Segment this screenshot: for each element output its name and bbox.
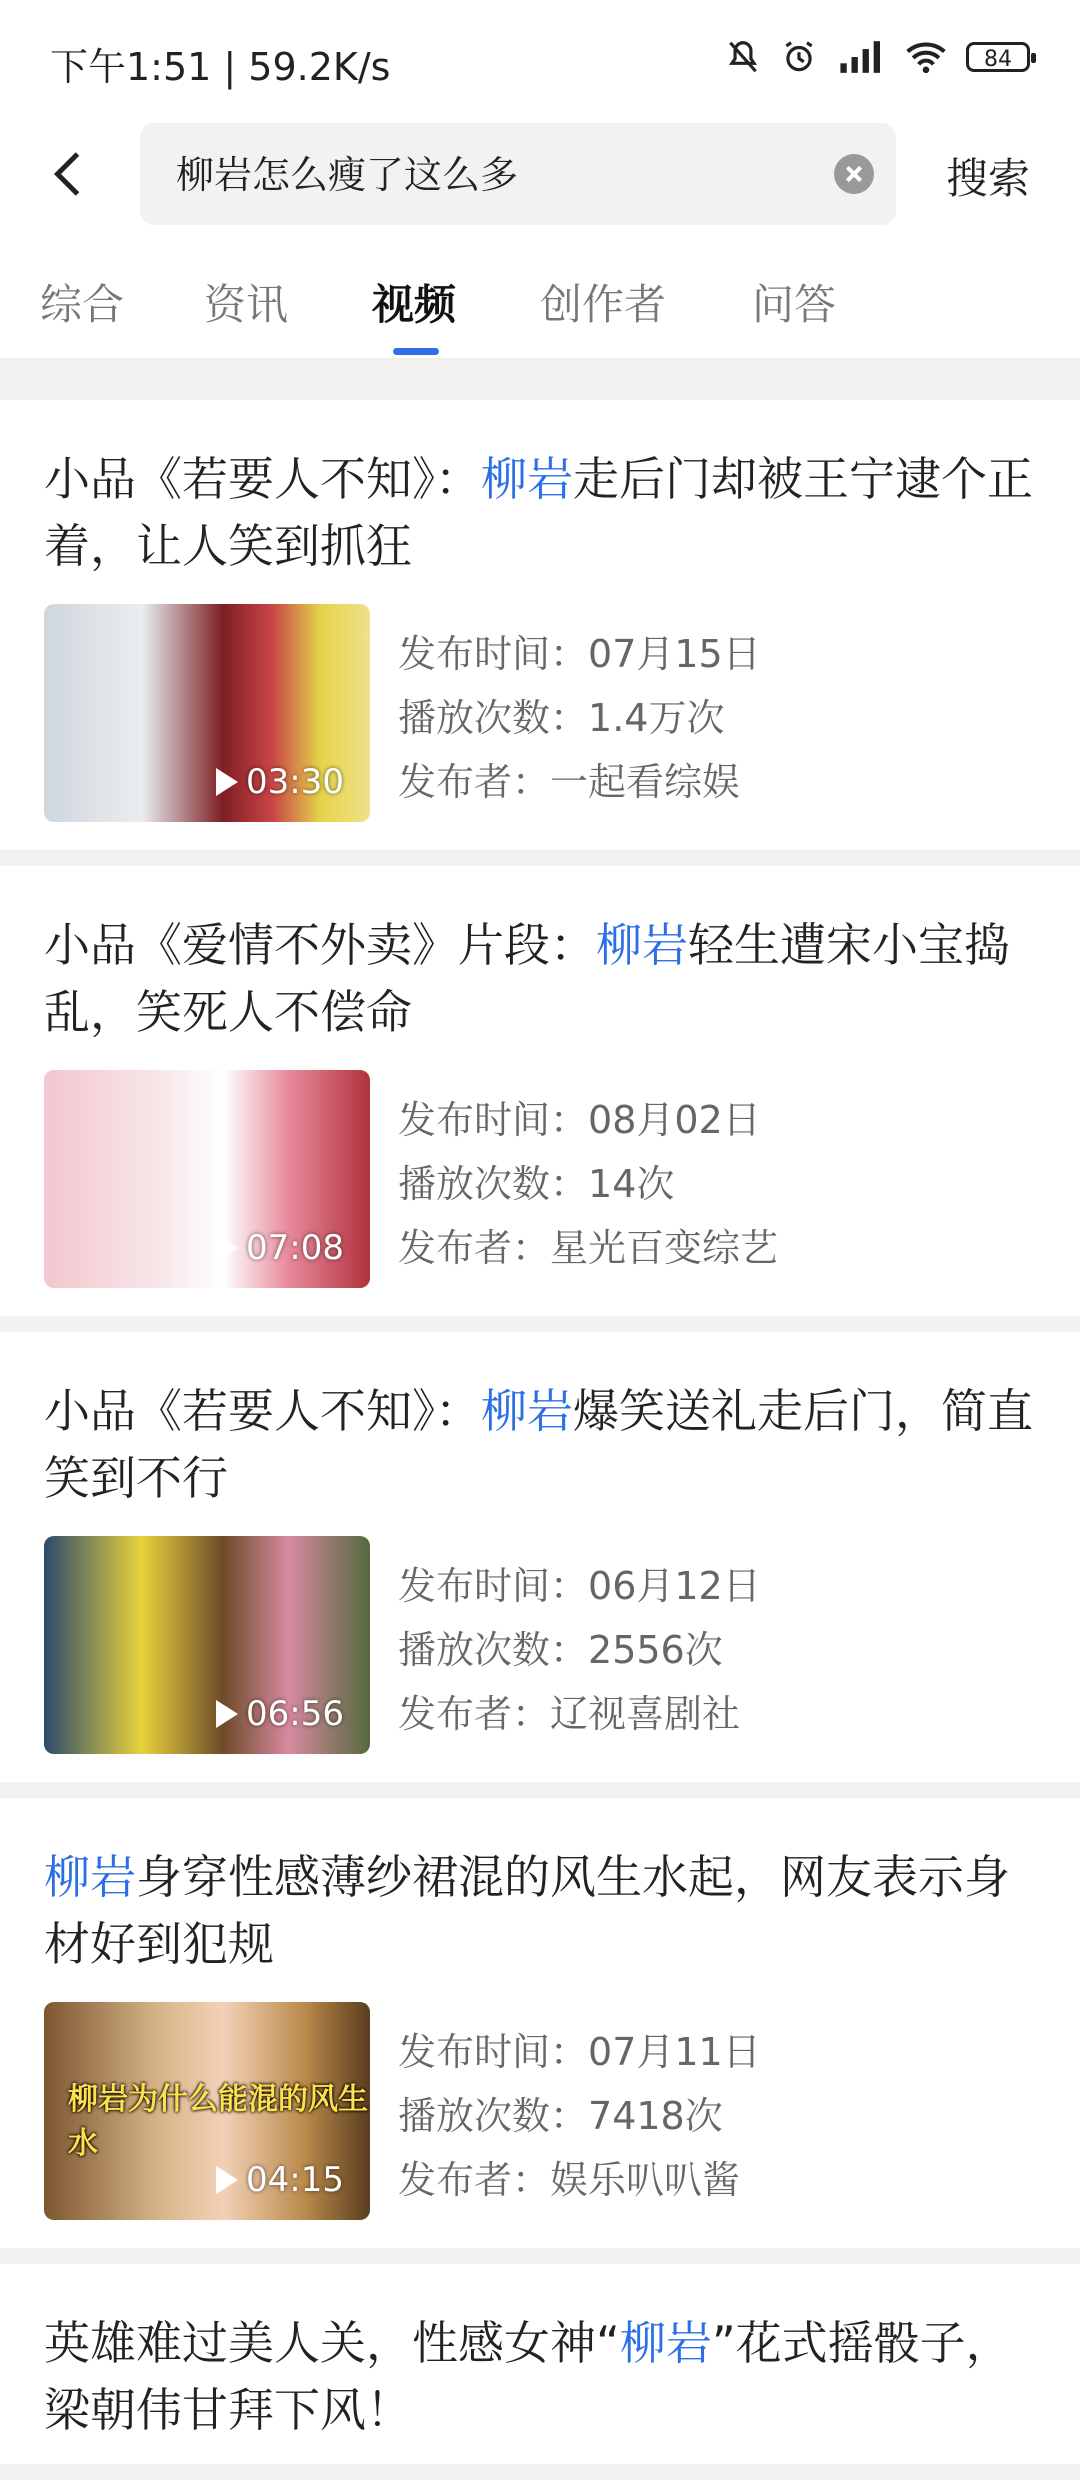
play-icon: [216, 768, 238, 796]
video-result-card[interactable]: [0, 2264, 1080, 2464]
keyword-highlight: 柳岩: [44, 1850, 136, 1904]
video-duration: 07:08: [216, 1228, 344, 1268]
video-duration: 04:15: [216, 2160, 344, 2200]
publish-time-row: 发布时间：06月12日: [398, 1564, 761, 1608]
video-meta: [398, 1536, 761, 1754]
bell-muted-icon: [724, 38, 762, 76]
wifi-icon: [904, 38, 948, 76]
keyword-highlight: 柳岩: [481, 452, 573, 506]
status-time: 下午1:51 | 59.2K/s: [50, 45, 391, 89]
search-header: [0, 120, 1080, 230]
video-title[interactable]: 小品《若要人不知》：柳岩爆笑送礼走后门，简直笑到不行: [44, 1384, 1033, 1505]
publish-time-row: 发布时间：07月15日: [398, 632, 761, 676]
status-bar: [0, 0, 1080, 120]
play-count-row: 播放次数：1.4万次: [398, 696, 725, 740]
play-icon: [216, 2166, 238, 2194]
video-duration: 03:30: [216, 762, 344, 802]
tab-creators[interactable]: 创作者: [540, 280, 667, 329]
publish-time-row: 发布时间：07月11日: [398, 2030, 761, 2074]
publisher-row: 发布者：辽视喜剧社: [398, 1692, 741, 1736]
video-result-card[interactable]: [0, 400, 1080, 850]
video-meta: [398, 604, 761, 822]
thumbnail-caption: 柳岩为什么能混的风生水: [68, 2082, 368, 2161]
publisher-row: 发布者：星光百变综艺: [398, 1226, 779, 1270]
search-input[interactable]: [174, 123, 778, 227]
keyword-highlight: 柳岩: [619, 2316, 712, 2370]
publish-time-row: 发布时间：08月02日: [398, 1098, 761, 1142]
play-count-row: 播放次数：7418次: [398, 2094, 723, 2138]
category-tabs: [0, 230, 1080, 360]
video-result-card[interactable]: [0, 1798, 1080, 2248]
video-title[interactable]: 柳岩身穿性感薄纱裙混的风生水起，网友表示身材好到犯规: [44, 1850, 1010, 1971]
video-meta: [398, 2002, 761, 2220]
video-thumbnail[interactable]: [44, 1070, 370, 1288]
video-title[interactable]: 英雄难过美人关，性感女神“柳岩”花式摇骰子，梁朝伟甘拜下风！: [44, 2316, 1012, 2437]
video-results-list: [0, 400, 1080, 2480]
tab-news[interactable]: 资讯: [204, 280, 289, 329]
publisher-row: 发布者：娱乐叭叭酱: [398, 2158, 741, 2202]
alarm-icon: [780, 38, 818, 76]
play-icon: [216, 1700, 238, 1728]
keyword-highlight: 柳岩: [481, 1384, 573, 1438]
video-meta: [398, 1070, 778, 1288]
play-count-row: 播放次数：2556次: [398, 1628, 723, 1672]
keyword-highlight: 柳岩: [596, 918, 688, 972]
video-thumbnail[interactable]: [44, 2002, 370, 2220]
status-icons: [724, 38, 1030, 76]
active-tab-indicator: [393, 348, 439, 355]
play-icon: [216, 1234, 238, 1262]
search-box[interactable]: [140, 123, 896, 225]
video-result-card[interactable]: [0, 1332, 1080, 1782]
signal-icon: [836, 38, 886, 76]
back-arrow-icon[interactable]: [40, 144, 100, 204]
video-result-card[interactable]: [0, 866, 1080, 1316]
play-count-row: 播放次数：14次: [398, 1162, 675, 1206]
video-duration: 06:56: [216, 1694, 344, 1734]
video-thumbnail[interactable]: [44, 1536, 370, 1754]
tab-qa[interactable]: 问答: [752, 280, 837, 329]
tab-comprehensive[interactable]: 综合: [40, 280, 125, 329]
publisher-row: 发布者：一起看综娱: [398, 760, 741, 804]
clear-icon[interactable]: [834, 154, 874, 194]
video-title[interactable]: 小品《若要人不知》：柳岩走后门却被王宁逮个正着，让人笑到抓狂: [44, 452, 1033, 573]
video-title[interactable]: 小品《爱情不外卖》片段：柳岩轻生遭宋小宝捣乱，笑死人不偿命: [44, 918, 1010, 1039]
battery-icon: 84: [966, 42, 1030, 72]
search-button[interactable]: 搜索: [945, 154, 1030, 203]
tab-video[interactable]: 视频: [372, 280, 457, 329]
video-thumbnail[interactable]: [44, 604, 370, 822]
